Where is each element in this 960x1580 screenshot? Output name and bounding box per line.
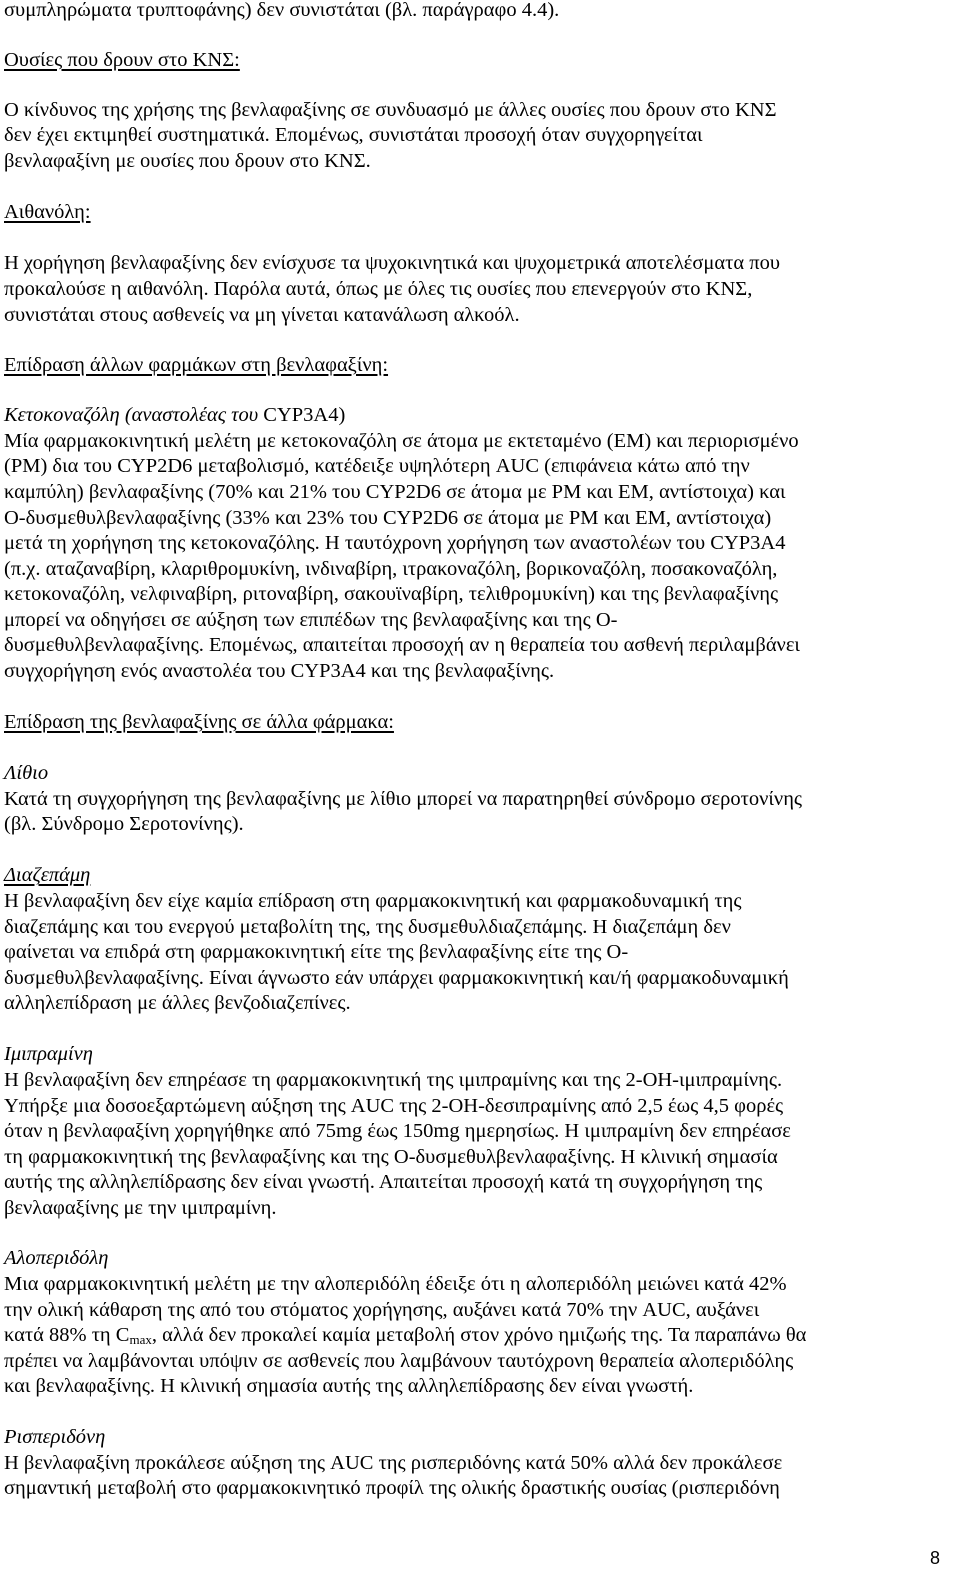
text-segment: κατά 88% τη C: [4, 1324, 130, 1346]
text-line: την ολική κάθαρση της από του στόματος χορήγησης, αυξάνει κατά 70% την AUC, αυξάνει: [4, 1299, 760, 1321]
text-line: σημαντική μεταβολή στο φαρμακοκινητικό προφίλ της ολικής δραστικής ουσίας (ρισπεριδόνη: [4, 1477, 780, 1499]
text-line: Ο-δυσμεθυλβενλαφαξίνης (33% και 23% του CYP2D6 σε άτομα με PM και EM, αντίστοιχα): [4, 507, 772, 529]
text-line: (π.χ. αταζαναβίρη, κλαριθρομυκίνη, ινδιναβίρη, ιτρακοναζόλη, βορικοναζόλη, ποσακοναζόλη,: [4, 558, 778, 580]
text-line: πρέπει να λαμβάνονται υπόψιν σε ασθενείς που λαμβάνουν ταυτόχρονη θεραπεία αλοπεριδόλης: [4, 1350, 794, 1372]
text-line: Υπήρξε μια δοσοεξαρτώμενη αύξηση της AUC της 2-ΟΗ-δεσιπραμίνης από 2,5 έως 4,5 φορές: [4, 1095, 784, 1117]
text-line: συμπληρώματα τρυπτοφάνης) δεν συνιστάται (βλ. παράγραφο 4.4).: [4, 0, 560, 21]
text-line: δυσμεθυλβενλαφαξίνης. Επομένως, απαιτείται προσοχή αν η θεραπεία του ασθενή περιλαμβάνει: [4, 634, 800, 656]
subheading-imipramine: Ιμιπραμίνη: [4, 1043, 93, 1065]
text-line: αυτής της αλληλεπίδρασης δεν είναι γνωστή. Απαιτείται προσοχή κατά τη συγχορήγηση της: [4, 1171, 763, 1193]
text-line: δεν έχει εκτιμηθεί συστηματικά. Επομένως, συνιστάται προσοχή όταν συγχορηγείται: [4, 124, 703, 146]
text-segment: , αλλά δεν προκαλεί καμία μεταβολή στον χρόνο ημιζωής της. Τα παραπάνω θα: [151, 1324, 807, 1346]
text-line-cmax: [4, 1322, 806, 1348]
text-line: συνιστάται στους ασθενείς να μη γίνεται κατανάλωση αλκοόλ.: [4, 304, 520, 326]
text-line: διαζεπάμης και του ενεργού μεταβολίτη της, της δυσμεθυλδιαζεπάμης. Η διαζεπάμη δεν: [4, 916, 731, 938]
page-number: 8: [929, 1548, 940, 1568]
text-line: Η χορήγηση βενλαφαξίνης δεν ενίσχυσε τα ψυχοκινητικά και ψυχομετρικά αποτελέσματα που: [4, 252, 781, 274]
text-line: αλληλεπίδραση με άλλες βενζοδιαζεπίνες.: [4, 992, 351, 1014]
text-line: Μία φαρμακοκινητική μελέτη με κετοκοναζόλη σε άτομα με εκτεταμένο (ΕΜ) και περιορισμένο: [4, 430, 799, 452]
text-line: βενλαφαξίνη με ουσίες που δρουν στο ΚΝΣ.: [4, 150, 371, 172]
text-line: Η βενλαφαξίνη δεν είχε καμία επίδραση στη φαρμακοκινητική και φαρμακοδυναμική της: [4, 890, 742, 912]
text-line: φαίνεται να επιδρά στη φαρμακοκινητική είτε της βενλαφαξίνης είτε της Ο-: [4, 941, 629, 963]
section-heading-ethanol: Αιθανόλη:: [4, 201, 91, 223]
section-heading-other-drugs: Επίδραση άλλων φαρμάκων στη βενλαφαξίνη:: [4, 354, 389, 376]
subheading-italic: Κετοκοναζόλη (αναστολέας του: [4, 404, 264, 426]
text-line: Η βενλαφαξίνη προκάλεσε αύξηση της AUC της ρισπεριδόνης κατά 50% αλλά δεν προκάλεσε: [4, 1452, 783, 1474]
section-heading-cns: Ουσίες που δρουν στο ΚΝΣ:: [4, 49, 240, 71]
text-line: μετά τη χορήγηση της κετοκοναζόλης. Η ταυτόχρονη χορήγηση των αναστολέων του CYP3A4: [4, 532, 786, 554]
text-line: Η βενλαφαξίνη δεν επηρέασε τη φαρμακοκινητική της ιμιπραμίνης και της 2-ΟΗ-ιμιπραμίνης.: [4, 1069, 783, 1091]
text-line: (PM) δια του CYP2D6 μεταβολισμό, κατέδειξε υψηλότερη AUC (επιφάνεια κάτω από την: [4, 455, 750, 477]
text-line: συγχορήγηση ενός αναστολέα του CYP3A4 και της βενλαφαξίνης.: [4, 660, 555, 682]
subheading-lithium: Λίθιο: [4, 762, 49, 784]
text-line: καμπύλη) βενλαφαξίνης (70% και 21% του CYP2D6 σε άτομα με PM και EM, αντίστοιχα) και: [4, 481, 786, 503]
subheading-haloperidol: Αλοπεριδόλη: [4, 1247, 109, 1269]
subscript-max: max: [129, 1332, 152, 1347]
text-line: Μια φαρμακοκινητική μελέτη με την αλοπεριδόλη έδειξε ότι η αλοπεριδόλη μειώνει κατά 42%: [4, 1273, 787, 1295]
text-line: δυσμεθυλβενλαφαξίνης. Είναι άγνωστο εάν υπάρχει φαρμακοκινητική και/ή φαρμακοδυναμική: [4, 967, 789, 989]
text-line: και βενλαφαξίνης. Η κλινική σημασία αυτής της αλληλεπίδρασης δεν είναι γνωστή.: [4, 1375, 694, 1397]
text-line: μπορεί να οδηγήσει σε αύξηση των επιπέδων της βενλαφαξίνης και της Ο-: [4, 609, 618, 631]
subheading-diazepam: Διαζεπάμη: [4, 864, 91, 886]
subheading-normal: CYP3A4): [263, 404, 346, 426]
text-line: προκαλούσε η αιθανόλη. Παρόλα αυτά, όπως με όλες τις ουσίες που επενεργούν στο ΚΝΣ,: [4, 278, 753, 300]
text-line: Κατά τη συγχορήγηση της βενλαφαξίνης με λίθιο μπορεί να παρατηρηθεί σύνδρομο σεροτονίνης: [4, 788, 803, 810]
text-line: βενλαφαξίνης με την ιμιπραμίνη.: [4, 1197, 277, 1219]
subheading-risperidone: Ρισπεριδόνη: [4, 1426, 106, 1448]
text-line: (βλ. Σύνδρομο Σεροτονίνης).: [4, 813, 244, 835]
text-line: κετοκοναζόλη, νελφιναβίρη, ριτοναβίρη, σακουϊναβίρη, τελιθρομυκίνη) και της βενλαφαξίνης: [4, 583, 779, 605]
subheading-ketoconazole: [4, 402, 345, 428]
text-line: Ο κίνδυνος της χρήσης της βενλαφαξίνης σε συνδυασμό με άλλες ουσίες που δρουν στο ΚΝΣ: [4, 99, 777, 121]
text-line: τη φαρμακοκινητική της βενλαφαξίνης και της Ο-δυσμεθυλβενλαφαξίνης. Η κλινική σημασία: [4, 1146, 778, 1168]
section-heading-venla-on-others: Επίδραση της βενλαφαξίνης σε άλλα φάρμακα:: [4, 711, 394, 733]
text-line: όταν η βενλαφαξίνη χορηγήθηκε από 75mg έως 150mg ημερησίως. Η ιμιπραμίνη δεν επηρέασε: [4, 1120, 791, 1142]
